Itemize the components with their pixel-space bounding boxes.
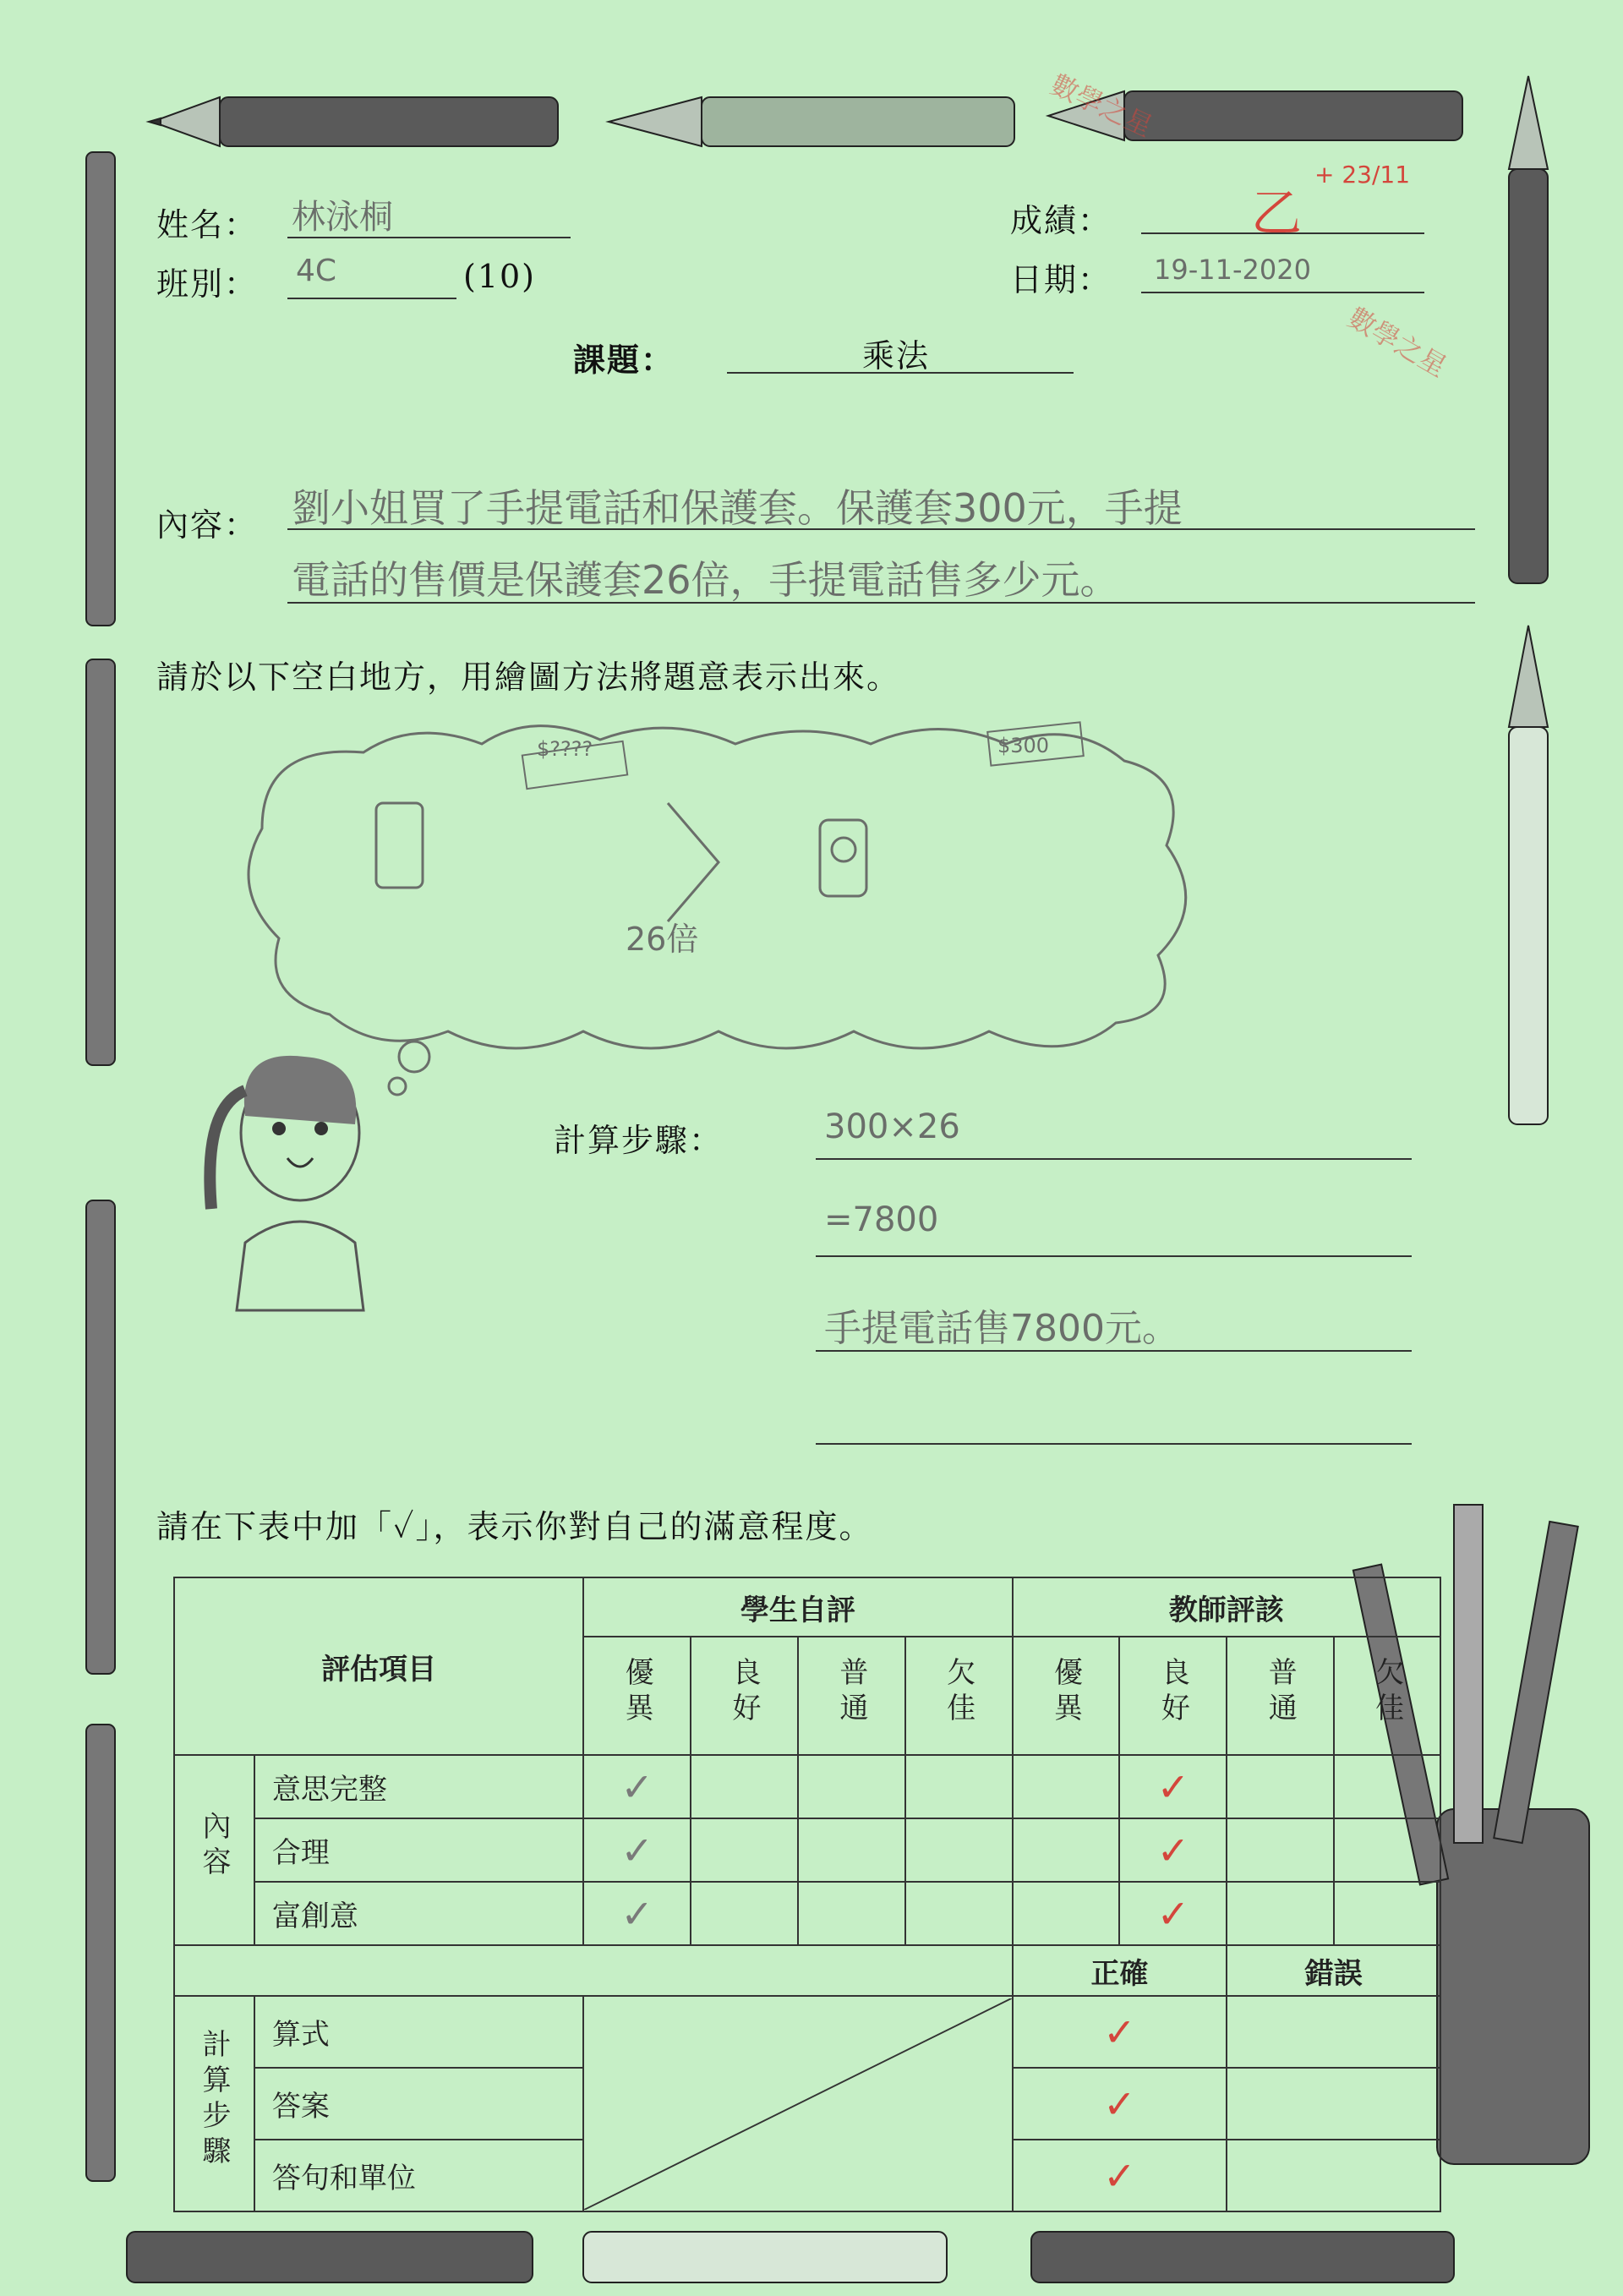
level-header: 普通	[1227, 1637, 1334, 1755]
steps-underline-3	[816, 1350, 1412, 1352]
row-label: 答句和單位	[254, 2140, 583, 2211]
score-label: 成績：	[1010, 202, 1112, 239]
group-steps-label: 計算步驟	[174, 1996, 254, 2211]
row-label: 富創意	[254, 1882, 583, 1945]
correct-header: 正確	[1013, 1945, 1227, 1996]
class-value: 4C	[296, 254, 337, 288]
score-extra: + 23/11	[1314, 161, 1411, 189]
content-underline-1	[287, 528, 1475, 530]
drawing-instruction: 請於以下空白地方，用繪圖方法將題意表示出來。	[156, 659, 901, 696]
level-header: 普通	[798, 1637, 905, 1755]
name-value: 林泳桐	[292, 198, 393, 237]
col-item-header: 評估項目	[174, 1577, 583, 1755]
group-content-label: 內容	[174, 1755, 254, 1945]
content-line2: 電話的售價是保護套26倍，手提電話售多少元。	[292, 557, 1119, 603]
evaluation-table	[173, 1577, 1441, 2212]
score-value: 乙	[1251, 184, 1302, 243]
stamp-right: 數學之星	[1342, 301, 1452, 384]
level-header: 良好	[1119, 1637, 1227, 1755]
content-line1: 劉小姐買了手提電話和保護套。保護套300元，手提	[292, 485, 1183, 531]
steps-underline-1	[816, 1158, 1412, 1160]
phone-icon	[376, 803, 423, 888]
content-underline-2	[287, 602, 1475, 604]
steps-underline-4	[816, 1443, 1412, 1445]
level-header: 良好	[691, 1637, 798, 1755]
diagonal-blank-cell	[583, 1996, 1012, 2211]
student-check[interactable]: ✓	[583, 1818, 691, 1882]
date-underline	[1141, 292, 1424, 293]
correct-check[interactable]: ✓	[1013, 2068, 1227, 2140]
name-label: 姓名：	[156, 206, 259, 243]
level-header: 欠佳	[1334, 1637, 1440, 1755]
teacher-check[interactable]: ✓	[1119, 1755, 1227, 1818]
steps-underline-2	[816, 1255, 1412, 1257]
row-label: 意思完整	[254, 1755, 583, 1818]
name-underline	[287, 237, 571, 238]
student-check[interactable]: ✓	[583, 1755, 691, 1818]
eval-instruction: 請在下表中加「✓」，表示你對自己的滿意程度。	[156, 1508, 873, 1545]
level-header: 優異	[583, 1637, 691, 1755]
row-label: 答案	[254, 2068, 583, 2140]
steps-line2: =7800	[824, 1200, 939, 1239]
stamp-top: 數學之星	[1046, 68, 1158, 144]
level-header: 優異	[1013, 1637, 1120, 1755]
teacher-check[interactable]: ✓	[1119, 1882, 1227, 1945]
topic-label: 課題：	[573, 341, 675, 379]
teacher-check[interactable]: ✓	[1119, 1818, 1227, 1882]
topic-underline	[727, 372, 1074, 374]
steps-label: 計算步驟：	[554, 1122, 724, 1159]
ratio-label: 26倍	[626, 921, 699, 958]
price-tag-known: $300	[997, 734, 1050, 757]
row-label: 算式	[254, 1996, 583, 2068]
phone-case-icon	[820, 820, 866, 896]
col-student-header: 學生自評	[583, 1577, 1012, 1637]
wrong-header: 錯誤	[1227, 1945, 1440, 1996]
level-header: 欠佳	[905, 1637, 1013, 1755]
class-underline	[287, 298, 456, 299]
topic-value: 乘法	[862, 337, 931, 374]
date-label: 日期：	[1010, 261, 1112, 298]
class-label: 班別：	[156, 265, 259, 303]
correct-check[interactable]: ✓	[1013, 1996, 1227, 2068]
class-number: (10)	[463, 258, 537, 295]
girl-drawing	[186, 1040, 406, 1344]
correct-check[interactable]: ✓	[1013, 2140, 1227, 2211]
row-label: 合理	[254, 1818, 583, 1882]
date-value: 19-11-2020	[1154, 254, 1311, 286]
price-tag-unknown: $????	[537, 737, 593, 761]
steps-line1: 300×26	[824, 1107, 960, 1146]
student-check[interactable]: ✓	[583, 1882, 691, 1945]
col-teacher-header: 教師評該	[1013, 1577, 1440, 1637]
steps-line3: 手提電話售7800元。	[824, 1307, 1179, 1350]
content-label: 內容：	[156, 506, 259, 544]
